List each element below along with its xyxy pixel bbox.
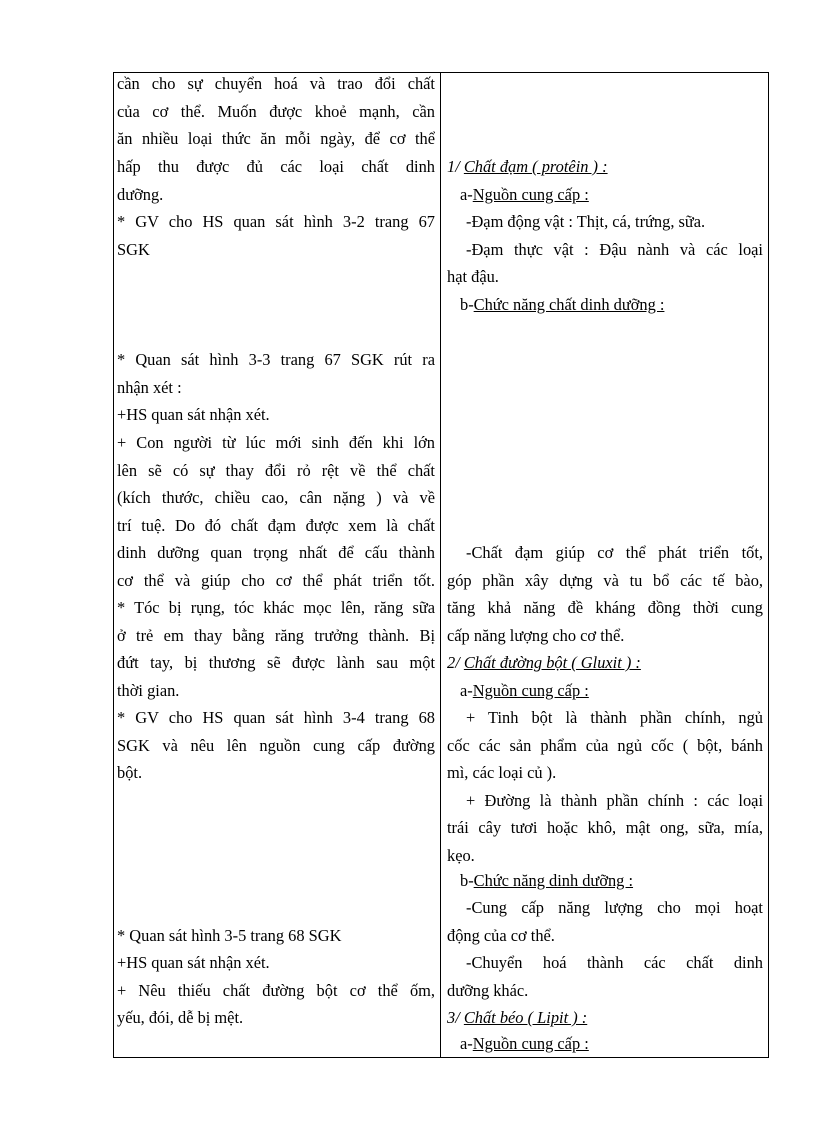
subheading-title: Chức năng chất dinh dưỡng : xyxy=(473,295,665,314)
column-divider xyxy=(440,72,441,1058)
right-line: + Đường là thành phần chính : các loại xyxy=(466,791,763,810)
right-line: góp phần xây dựng và tu bổ các tế bào, xyxy=(447,571,763,590)
left-line: yếu, đói, dễ bị mệt. xyxy=(117,1008,244,1027)
section-heading-lipit xyxy=(447,1004,763,1032)
left-line: +HS quan sát nhận xét. xyxy=(117,953,270,972)
left-line: cơ thể và giúp cho cơ thể phát triển tốt. xyxy=(117,571,435,590)
left-line: của cơ thể. Muốn được khoẻ mạnh, cần xyxy=(117,102,435,121)
left-line: ở trẻ em thay bằng răng trưởng thành. Bị xyxy=(117,626,435,645)
left-line: trí tuệ. Do đó chất đạm được xem là chất xyxy=(117,516,435,535)
section-heading-protein xyxy=(447,153,763,181)
section-heading-gluxit xyxy=(447,649,763,677)
subheading-prefix: b- xyxy=(460,295,474,314)
left-line: + Con người từ lúc mới sinh đến khi lớn xyxy=(117,433,435,452)
left-line: ăn nhiều loại thức ăn mỗi ngày, để cơ thể xyxy=(117,129,435,148)
left-line: SGK và nêu lên nguồn cung cấp đường xyxy=(117,736,435,755)
left-line: hấp thu được đủ các loại chất dinh xyxy=(117,157,435,176)
right-line: kẹo. xyxy=(447,846,475,865)
section-title: Chất đường bột ( Gluxit ) : xyxy=(463,653,641,672)
right-line: -Đạm thực vật : Đậu nành và các loại xyxy=(466,240,763,259)
left-line: * Tóc bị rụng, tóc khác mọc lên, răng sữa xyxy=(117,598,435,617)
right-line: mì, các loại củ ). xyxy=(447,763,557,782)
subheading-source xyxy=(447,1030,763,1058)
subheading-title: Nguồn cung cấp : xyxy=(472,1034,589,1053)
right-line: cấp năng lượng cho cơ thể. xyxy=(447,626,625,645)
left-line: bột. xyxy=(117,763,143,782)
section-number: 2/ xyxy=(447,653,464,672)
right-line: -Cung cấp năng lượng cho mọi hoạt xyxy=(466,898,763,917)
left-line: * GV cho HS quan sát hình 3-2 trang 67 xyxy=(117,212,435,231)
left-line: cần cho sự chuyển hoá và trao đổi chất xyxy=(117,74,435,93)
left-line: +HS quan sát nhận xét. xyxy=(117,405,270,424)
right-line: -Đạm động vật : Thịt, cá, trứng, sữa. xyxy=(466,212,706,231)
section-title: Chất đạm ( protêin ) : xyxy=(463,157,608,176)
subheading-prefix: a- xyxy=(460,681,473,700)
left-line: SGK xyxy=(117,240,150,259)
subheading-prefix: a- xyxy=(460,185,473,204)
subheading-function xyxy=(447,867,763,895)
subheading-prefix: a- xyxy=(460,1034,473,1053)
right-line: trái cây tươi hoặc khô, mật ong, sữa, mía, xyxy=(447,818,763,837)
left-line: * Quan sát hình 3-5 trang 68 SGK xyxy=(117,926,342,945)
left-line: dưỡng. xyxy=(117,185,164,204)
right-line: dưỡng khác. xyxy=(447,981,529,1000)
subheading-source xyxy=(447,677,763,705)
section-title: Chất béo ( Lipit ) : xyxy=(463,1008,588,1027)
right-line: tăng khả năng đề kháng đồng thời cung xyxy=(447,598,763,617)
subheading-prefix: b- xyxy=(460,871,474,890)
left-line: * GV cho HS quan sát hình 3-4 trang 68 xyxy=(117,708,435,727)
left-line: nhận xét : xyxy=(117,378,182,397)
left-line: thời gian. xyxy=(117,681,180,700)
left-line: lên sẽ có sự thay đổi rỏ rệt về thể chất xyxy=(117,461,435,480)
right-line: + Tinh bột là thành phần chính, ngủ xyxy=(466,708,763,727)
right-line: động của cơ thể. xyxy=(447,926,555,945)
subheading-title: Nguồn cung cấp : xyxy=(472,681,589,700)
section-number: 3/ xyxy=(447,1008,464,1027)
right-line: hạt đậu. xyxy=(447,267,499,286)
right-line: -Chuyển hoá thành các chất dinh xyxy=(466,953,763,972)
subheading-function xyxy=(447,291,763,319)
left-line: (kích thước, chiều cao, cân nặng ) và về xyxy=(117,488,435,507)
left-line: * Quan sát hình 3-3 trang 67 SGK rút ra xyxy=(117,350,435,369)
left-line: + Nêu thiếu chất đường bột cơ thể ốm, xyxy=(117,981,435,1000)
subheading-title: Nguồn cung cấp : xyxy=(472,185,589,204)
left-line: dinh dưỡng quan trọng nhất để cấu thành xyxy=(117,543,435,562)
subheading-title: Chức năng dinh dưỡng : xyxy=(473,871,634,890)
section-number: 1/ xyxy=(447,157,464,176)
right-line: -Chất đạm giúp cơ thể phát triển tốt, xyxy=(466,543,763,562)
right-line: cốc các sản phẩm của ngủ cốc ( bột, bánh xyxy=(447,736,763,755)
subheading-source xyxy=(447,181,763,209)
left-line: đứt tay, bị thương sẽ được lành sau một xyxy=(117,653,435,672)
